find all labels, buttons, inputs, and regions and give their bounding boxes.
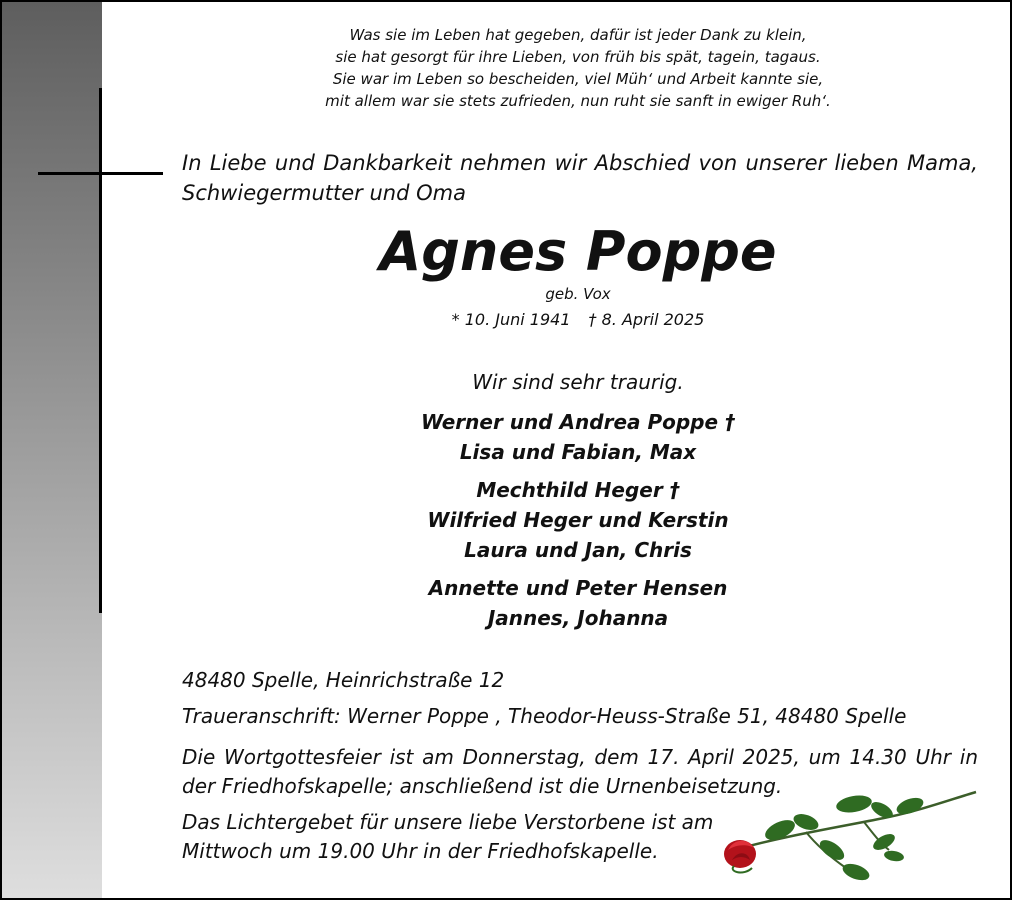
service-info: Die Wortgottesfeier ist am Donnerstag, dem 17. April 2025, um 14.30 Uhr in der Friedhofskapelle; anschließend ist die Urnenbeisetzung.: [182, 745, 978, 798]
poem-line: Was sie im Leben hat gegeben, dafür ist jeder Dank zu klein,: [349, 26, 807, 44]
family-line: Werner und Andrea Poppe †: [420, 410, 736, 434]
family-line: Wilfried Heger und Kerstin: [427, 508, 729, 532]
mourning-family-list: [178, 407, 978, 641]
poem-line: sie hat gesorgt für ihre Lieben, von früh bis spät, tagein, tagaus.: [335, 48, 821, 66]
poem: [178, 24, 978, 112]
family-line: Laura und Jan, Chris: [464, 538, 692, 562]
sad-line: Wir sind sehr traurig.: [472, 370, 684, 394]
rose-icon: [714, 784, 978, 890]
family-group: [178, 407, 978, 467]
death-date: † 8. April 2025: [588, 310, 705, 329]
family-line: Jannes, Johanna: [487, 606, 669, 630]
birth-name: geb. Vox: [545, 285, 611, 303]
family-line: Mechthild Heger †: [476, 478, 680, 502]
decorative-gradient-bar: [2, 2, 102, 898]
residence-address: 48480 Spelle, Heinrichstraße 12: [182, 668, 505, 692]
family-group: [178, 573, 978, 633]
prayer-info: Das Lichtergebet für unsere liebe Verstorbene ist am Mittwoch um 19.00 Uhr in der Friedhofskapelle.: [182, 810, 714, 863]
deceased-name: Agnes Poppe: [379, 220, 777, 283]
cross-icon: [99, 88, 102, 613]
cross-icon-crossbar: [38, 172, 163, 175]
poem-line: Sie war im Leben so bescheiden, viel Müh‘ und Arbeit kannte sie,: [332, 70, 824, 88]
family-group: [178, 475, 978, 565]
farewell-intro: In Liebe und Dankbarkeit nehmen wir Abschied von unserer lieben Mama, Schwiegermutter und Oma: [182, 151, 978, 205]
family-line: Lisa und Fabian, Max: [459, 440, 697, 464]
family-line: Annette und Peter Hensen: [428, 576, 728, 600]
poem-line: mit allem war sie stets zufrieden, nun ruht sie sanft in ewiger Ruh‘.: [325, 92, 831, 110]
life-dates: [178, 309, 978, 331]
birth-date: * 10. Juni 1941: [451, 310, 571, 329]
mourning-address: Traueranschrift: Werner Poppe , Theodor-Heuss-Straße 51, 48480 Spelle: [182, 704, 907, 728]
